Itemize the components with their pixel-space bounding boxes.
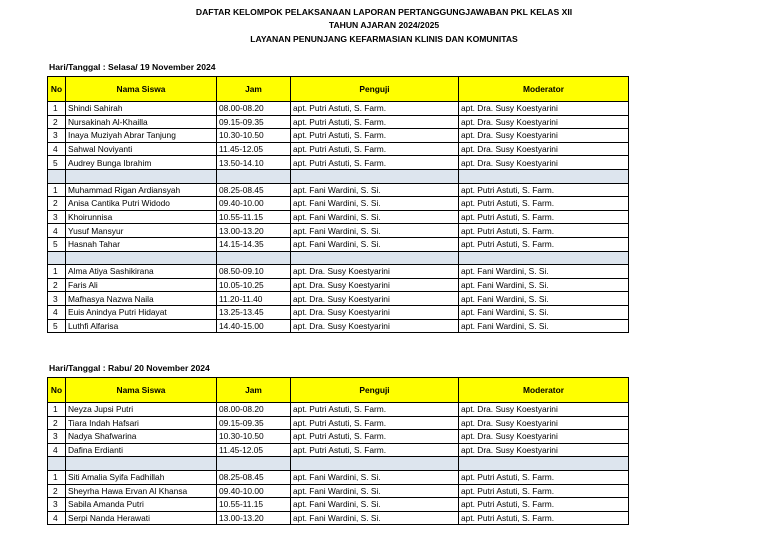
academic-year: TAHUN AJARAN 2024/2025 — [328, 20, 440, 30]
cell-jam: 09.40-10.00 — [217, 197, 291, 211]
table-row — [48, 511, 629, 525]
cell-moderator: apt. Putri Astuti, S. Farm. — [459, 197, 629, 211]
cell-no: 4 — [48, 142, 66, 156]
cell-no: 4 — [48, 305, 66, 319]
cell-name: Dafina Erdianti — [66, 443, 217, 457]
separator-cell — [459, 169, 629, 183]
cell-name: Shindi Sahirah — [66, 102, 217, 116]
cell-penguji: apt. Fani Wardini, S. Si. — [291, 511, 459, 525]
separator-cell — [217, 251, 291, 265]
cell-moderator: apt. Putri Astuti, S. Farm. — [459, 484, 629, 498]
cell-moderator: apt. Dra. Susy Koestyarini — [459, 430, 629, 444]
cell-no: 2 — [48, 197, 66, 211]
cell-no: 3 — [48, 129, 66, 143]
table-row — [48, 498, 629, 512]
cell-moderator: apt. Fani Wardini, S. Si. — [459, 292, 629, 306]
table-row — [48, 265, 629, 279]
column-header-name: Nama Siswa — [66, 378, 217, 403]
schedule-table-rabu — [47, 377, 629, 525]
separator-cell — [459, 251, 629, 265]
cell-moderator: apt. Fani Wardini, S. Si. — [459, 319, 629, 333]
column-header-no: No — [48, 378, 66, 403]
cell-jam: 08.25-08.45 — [217, 470, 291, 484]
cell-moderator: apt. Putri Astuti, S. Farm. — [459, 183, 629, 197]
cell-moderator: apt. Dra. Susy Koestyarini — [459, 115, 629, 129]
table-row — [48, 416, 629, 430]
cell-no: 1 — [48, 403, 66, 417]
cell-jam: 10.05-10.25 — [217, 278, 291, 292]
cell-no: 1 — [48, 470, 66, 484]
cell-no: 1 — [48, 265, 66, 279]
separator-cell — [217, 457, 291, 471]
cell-moderator: apt. Fani Wardini, S. Si. — [459, 278, 629, 292]
cell-penguji: apt. Fani Wardini, S. Si. — [291, 197, 459, 211]
cell-penguji: apt. Putri Astuti, S. Farm. — [291, 102, 459, 116]
cell-penguji: apt. Fani Wardini, S. Si. — [291, 470, 459, 484]
table-row — [48, 115, 629, 129]
group-separator — [48, 169, 629, 183]
cell-moderator: apt. Putri Astuti, S. Farm. — [459, 498, 629, 512]
cell-name: Hasnah Tahar — [66, 237, 217, 251]
cell-name: Inaya Muziyah Abrar Tanjung — [66, 129, 217, 143]
cell-jam: 13.00-13.20 — [217, 511, 291, 525]
cell-name: Audrey Bunga Ibrahim — [66, 156, 217, 170]
table-row — [48, 470, 629, 484]
cell-moderator: apt. Dra. Susy Koestyarini — [459, 129, 629, 143]
table-row — [48, 183, 629, 197]
cell-name: Sabila Amanda Putri — [66, 498, 217, 512]
cell-jam: 11.20-11.40 — [217, 292, 291, 306]
cell-jam: 14.15-14.35 — [217, 237, 291, 251]
cell-no: 5 — [48, 319, 66, 333]
cell-moderator: apt. Putri Astuti, S. Farm. — [459, 237, 629, 251]
table-row — [48, 224, 629, 238]
cell-moderator: apt. Dra. Susy Koestyarini — [459, 102, 629, 116]
day-label-selasa: Hari/Tanggal : Selasa/ 19 November 2024 — [49, 62, 216, 72]
group-separator — [48, 251, 629, 265]
cell-penguji: apt. Putri Astuti, S. Farm. — [291, 430, 459, 444]
document-title: DAFTAR KELOMPOK PELAKSANAAN LAPORAN PERTANGGUNGJAWABAN PKL KELAS XII — [195, 7, 573, 17]
cell-moderator: apt. Fani Wardini, S. Si. — [459, 305, 629, 319]
cell-jam: 10.55-11.15 — [217, 210, 291, 224]
cell-jam: 14.40-15.00 — [217, 319, 291, 333]
separator-cell — [66, 457, 217, 471]
separator-cell — [66, 251, 217, 265]
cell-name: Nursakinah Al-Khailla — [66, 115, 217, 129]
separator-cell — [66, 169, 217, 183]
cell-penguji: apt. Putri Astuti, S. Farm. — [291, 129, 459, 143]
separator-cell — [291, 251, 459, 265]
cell-no: 5 — [48, 156, 66, 170]
cell-no: 4 — [48, 511, 66, 525]
cell-penguji: apt. Putri Astuti, S. Farm. — [291, 416, 459, 430]
cell-penguji: apt. Fani Wardini, S. Si. — [291, 210, 459, 224]
cell-jam: 13.00-13.20 — [217, 224, 291, 238]
cell-name: Siti Amalia Syifa Fadhillah — [66, 470, 217, 484]
schedule-table-selasa — [47, 76, 629, 333]
cell-penguji: apt. Fani Wardini, S. Si. — [291, 484, 459, 498]
column-header-no: No — [48, 77, 66, 102]
table-header-row — [48, 77, 629, 102]
cell-moderator: apt. Fani Wardini, S. Si. — [459, 265, 629, 279]
cell-jam: 13.25-13.45 — [217, 305, 291, 319]
column-header-jam: Jam — [217, 77, 291, 102]
cell-no: 3 — [48, 430, 66, 444]
table-row — [48, 403, 629, 417]
separator-cell — [217, 169, 291, 183]
department-title: LAYANAN PENUNJANG KEFARMASIAN KLINIS DAN KOMUNITAS — [250, 34, 518, 44]
cell-name: Anisa Cantika Putri Widodo — [66, 197, 217, 211]
cell-name: Serpi Nanda Herawati — [66, 511, 217, 525]
cell-jam: 10.55-11.15 — [217, 498, 291, 512]
cell-jam: 08.00-08.20 — [217, 403, 291, 417]
cell-no: 2 — [48, 115, 66, 129]
column-header-jam: Jam — [217, 378, 291, 403]
cell-penguji: apt. Putri Astuti, S. Farm. — [291, 115, 459, 129]
table-row — [48, 292, 629, 306]
cell-name: Nadya Shafwarina — [66, 430, 217, 444]
cell-no: 3 — [48, 292, 66, 306]
cell-moderator: apt. Putri Astuti, S. Farm. — [459, 210, 629, 224]
cell-no: 3 — [48, 210, 66, 224]
cell-name: Luthfi Alfarisa — [66, 319, 217, 333]
cell-name: Sahwal Noviyanti — [66, 142, 217, 156]
cell-name: Khoirunnisa — [66, 210, 217, 224]
table-row — [48, 197, 629, 211]
cell-no: 3 — [48, 498, 66, 512]
separator-cell — [48, 251, 66, 265]
cell-moderator: apt. Dra. Susy Koestyarini — [459, 156, 629, 170]
cell-jam: 09.15-09.35 — [217, 115, 291, 129]
table-row — [48, 305, 629, 319]
separator-cell — [291, 457, 459, 471]
separator-cell — [48, 457, 66, 471]
cell-name: Alma Atiya Sashikirana — [66, 265, 217, 279]
cell-penguji: apt. Putri Astuti, S. Farm. — [291, 403, 459, 417]
cell-moderator: apt. Putri Astuti, S. Farm. — [459, 511, 629, 525]
column-header-name: Nama Siswa — [66, 77, 217, 102]
cell-jam: 09.15-09.35 — [217, 416, 291, 430]
cell-penguji: apt. Dra. Susy Koestyarini — [291, 319, 459, 333]
cell-jam: 08.50-09.10 — [217, 265, 291, 279]
cell-jam: 09.40-10.00 — [217, 484, 291, 498]
table-row — [48, 484, 629, 498]
cell-moderator: apt. Dra. Susy Koestyarini — [459, 443, 629, 457]
table-row — [48, 430, 629, 444]
cell-moderator: apt. Putri Astuti, S. Farm. — [459, 224, 629, 238]
cell-jam: 11.45-12.05 — [217, 142, 291, 156]
cell-moderator: apt. Putri Astuti, S. Farm. — [459, 470, 629, 484]
group-separator — [48, 457, 629, 471]
separator-cell — [291, 169, 459, 183]
cell-no: 2 — [48, 416, 66, 430]
cell-jam: 10.30-10.50 — [217, 129, 291, 143]
cell-penguji: apt. Dra. Susy Koestyarini — [291, 278, 459, 292]
cell-no: 4 — [48, 224, 66, 238]
column-header-penguji: Penguji — [291, 378, 459, 403]
cell-no: 4 — [48, 443, 66, 457]
cell-no: 1 — [48, 102, 66, 116]
cell-penguji: apt. Dra. Susy Koestyarini — [291, 292, 459, 306]
table-header-row — [48, 378, 629, 403]
cell-penguji: apt. Fani Wardini, S. Si. — [291, 224, 459, 238]
cell-moderator: apt. Dra. Susy Koestyarini — [459, 403, 629, 417]
cell-no: 1 — [48, 183, 66, 197]
separator-cell — [48, 169, 66, 183]
table-row — [48, 319, 629, 333]
cell-name: Yusuf Mansyur — [66, 224, 217, 238]
cell-moderator: apt. Dra. Susy Koestyarini — [459, 142, 629, 156]
cell-no: 2 — [48, 484, 66, 498]
cell-name: Muhammad Rigan Ardiansyah — [66, 183, 217, 197]
cell-penguji: apt. Fani Wardini, S. Si. — [291, 237, 459, 251]
column-header-moderator: Moderator — [459, 77, 629, 102]
cell-jam: 13.50-14.10 — [217, 156, 291, 170]
cell-name: Tiara Indah Hafsari — [66, 416, 217, 430]
cell-jam: 08.25-08.45 — [217, 183, 291, 197]
cell-name: Mafhasya Nazwa Naila — [66, 292, 217, 306]
table-row — [48, 210, 629, 224]
cell-name: Euis Anindya Putri Hidayat — [66, 305, 217, 319]
cell-penguji: apt. Putri Astuti, S. Farm. — [291, 156, 459, 170]
cell-penguji: apt. Dra. Susy Koestyarini — [291, 265, 459, 279]
table-row — [48, 102, 629, 116]
cell-name: Neyza Jupsi Putri — [66, 403, 217, 417]
cell-name: Faris Ali — [66, 278, 217, 292]
cell-no: 5 — [48, 237, 66, 251]
table-row — [48, 156, 629, 170]
cell-penguji: apt. Putri Astuti, S. Farm. — [291, 142, 459, 156]
table-row — [48, 129, 629, 143]
cell-moderator: apt. Dra. Susy Koestyarini — [459, 416, 629, 430]
column-header-penguji: Penguji — [291, 77, 459, 102]
cell-penguji: apt. Putri Astuti, S. Farm. — [291, 443, 459, 457]
separator-cell — [459, 457, 629, 471]
table-row — [48, 142, 629, 156]
cell-jam: 10.30-10.50 — [217, 430, 291, 444]
table-row — [48, 237, 629, 251]
cell-penguji: apt. Fani Wardini, S. Si. — [291, 498, 459, 512]
cell-penguji: apt. Dra. Susy Koestyarini — [291, 305, 459, 319]
column-header-moderator: Moderator — [459, 378, 629, 403]
cell-jam: 11.45-12.05 — [217, 443, 291, 457]
cell-jam: 08.00-08.20 — [217, 102, 291, 116]
cell-no: 2 — [48, 278, 66, 292]
cell-penguji: apt. Fani Wardini, S. Si. — [291, 183, 459, 197]
day-label-rabu: Hari/Tanggal : Rabu/ 20 November 2024 — [49, 363, 210, 373]
table-row — [48, 443, 629, 457]
cell-name: Sheyrha Hawa Ervan Al Khansa — [66, 484, 217, 498]
table-row — [48, 278, 629, 292]
